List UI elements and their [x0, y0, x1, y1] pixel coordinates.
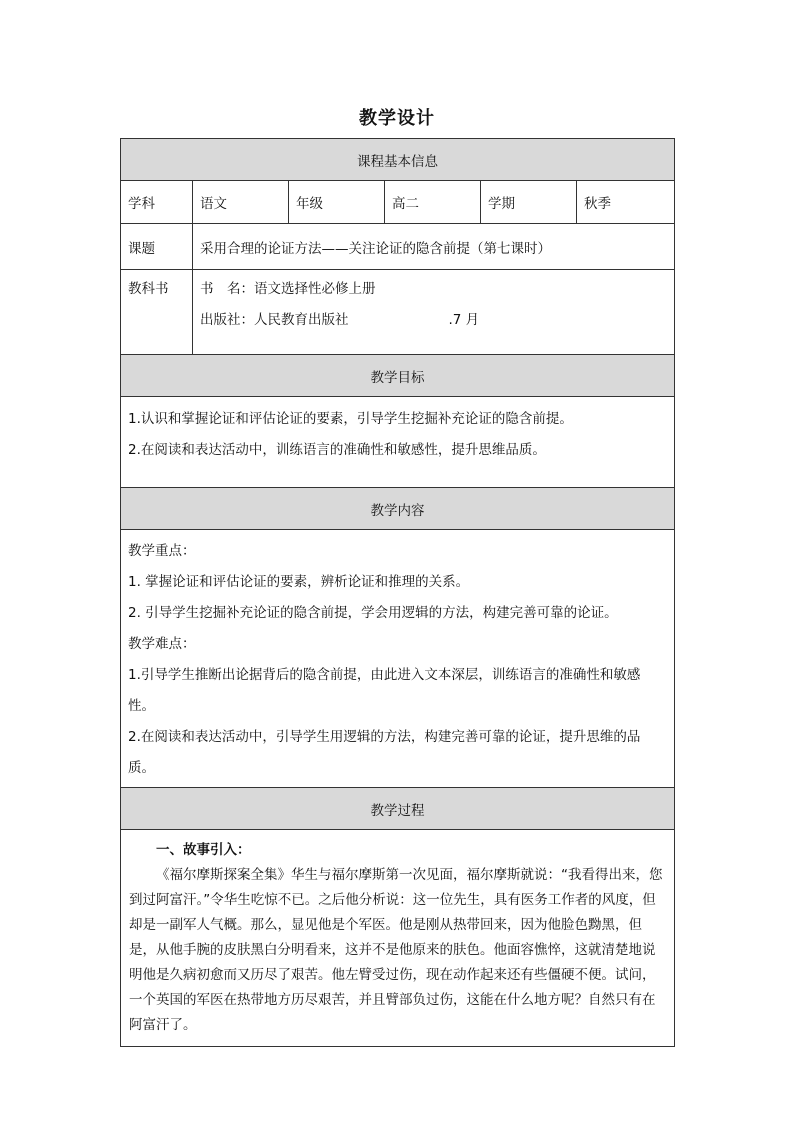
step1-text: 《福尔摩斯探案全集》华生与福尔摩斯第一次见面，福尔摩斯就说：“我看得出来，您到过阿富汗。”令华生吃惊不已。之后他分析说：这一位先生，具有医务工作者的风度，但却是一副军人气概。那么，显见他是个军医。他是刚从热带回来，因为他脸色黝黑，但是，从他手腕的皮肤黑白分明看来，这并不是他原来的肤色。他面容憔悴，这就清楚地说明他是久病初愈而又历尽了艰苦。他左臂受过伤，现在动作起来还有些僵硬不便。试问，一个英国的军医在热带地方历尽艰苦，并且臂部负过伤，这能在什么地方呢？自然只有在阿富汗了。	[129, 867, 663, 1033]
textbook-value	[193, 270, 675, 355]
objectives-header-row	[121, 355, 675, 397]
textbook-label: 教科书	[121, 270, 193, 355]
basic-info-header-row	[121, 139, 675, 181]
topic-row	[121, 224, 675, 270]
term-value: 秋季	[577, 181, 675, 224]
publish-date: .7 月	[448, 312, 480, 328]
difficulty-item: 1.引导学生推断出论据背后的隐含前提，由此进入文本深层，训练语言的准确性和敏感性。	[128, 667, 641, 714]
objectives-body	[121, 397, 675, 488]
objectives-row	[121, 397, 675, 488]
key-point-item: 1. 掌握论证和评估论证的要素，辨析论证和推理的关系。	[128, 574, 470, 590]
lesson-plan-table	[120, 138, 675, 1047]
content-row	[121, 530, 675, 788]
process-header-row	[121, 788, 675, 830]
content-header-row	[121, 488, 675, 530]
page-title: 教学设计	[359, 108, 435, 129]
objective-item: 1.认识和掌握论证和评估论证的要素，引导学生挖掘补充论证的隐含前提。	[128, 411, 573, 427]
book-name: 书 名：语文选择性必修上册	[200, 281, 376, 297]
textbook-row	[121, 270, 675, 355]
objectives-header: 教学目标	[121, 355, 675, 397]
process-header: 教学过程	[121, 788, 675, 830]
subject-row	[121, 181, 675, 224]
publisher: 出版社：人民教育出版社	[200, 312, 349, 328]
step1-title: 一、故事引入：	[156, 842, 251, 858]
content-body	[121, 530, 675, 788]
content-header: 教学内容	[121, 488, 675, 530]
grade-value: 高二	[385, 181, 481, 224]
topic-label: 课题	[121, 224, 193, 270]
term-label: 学期	[481, 181, 577, 224]
subject-label: 学科	[121, 181, 193, 224]
process-body	[121, 830, 675, 1047]
topic-value: 采用合理的论证方法——关注论证的隐含前提（第七课时）	[193, 224, 675, 270]
grade-label: 年级	[289, 181, 385, 224]
publisher-line	[200, 305, 667, 336]
difficulty-item: 2.在阅读和表达活动中，引导学生用逻辑的方法，构建完善可靠的论证，提升思维的品质。	[128, 729, 641, 776]
basic-info-header: 课程基本信息	[121, 139, 675, 181]
objective-item: 2.在阅读和表达活动中，训练语言的准确性和敏感性，提升思维品质。	[128, 442, 546, 458]
difficulties-label: 教学难点：	[128, 636, 196, 652]
key-point-item: 2. 引导学生挖掘补充论证的隐含前提，学会用逻辑的方法，构建完善可靠的论证。	[128, 605, 618, 621]
key-points-label: 教学重点：	[128, 543, 196, 559]
process-row	[121, 830, 675, 1047]
subject-value: 语文	[193, 181, 289, 224]
